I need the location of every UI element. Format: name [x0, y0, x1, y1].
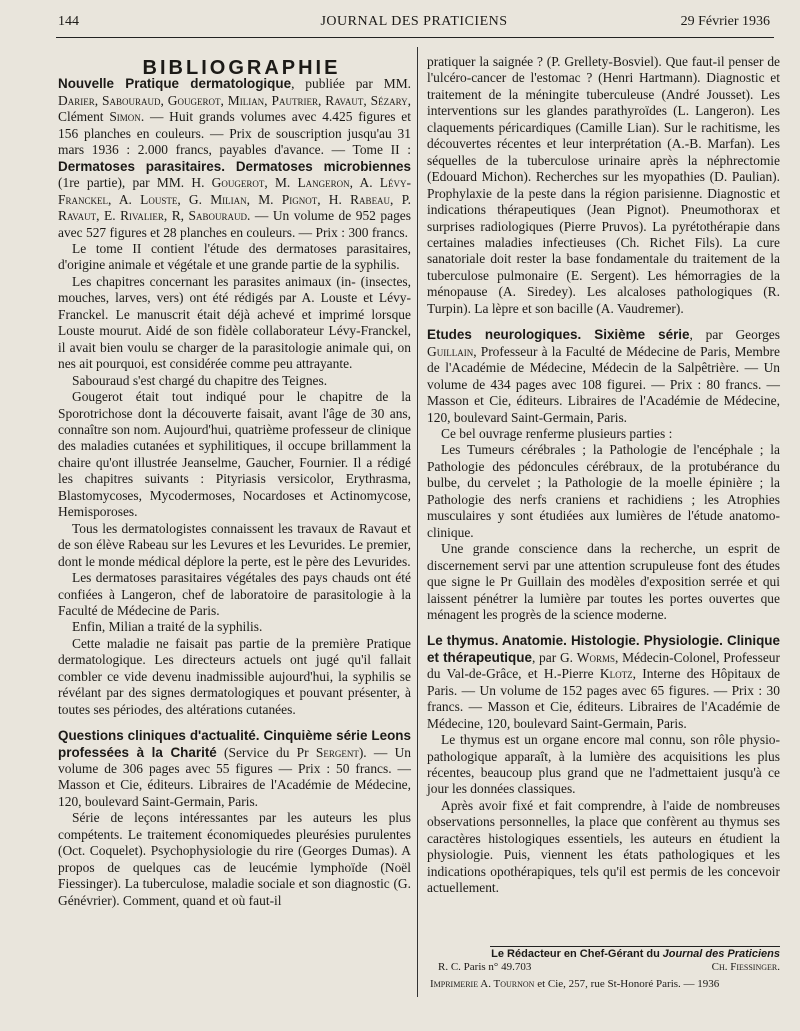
- review-paragraph: Cette maladie ne faisait pas partie de la première Pratique dermatologique. Les directeurs actuels ont jugé qu'il fallait combler ce vide devenu inadmissible aujourd'hui, la syphilis se révélant par des signes dermatologiques et pouvant présenter, à toutes ses périodes, des altérations cutanées.: [58, 635, 411, 717]
- header-rule: [56, 37, 774, 38]
- review-paragraph: Après avoir fixé et fait comprendre, à l'aide de nombreuses observations personnelles, la place que confèrent au thymus ses caractères histologiques essentiels, les auteurs en étudient la physiologie. Puis, viennent les états pathologiques et les indications opothérapiques, tels qu'il est permis de les concevoir actuellement.: [427, 797, 780, 896]
- entry-text: (Service du Pr: [216, 744, 316, 760]
- book-title: Etudes neurologiques. Sixième série: [427, 327, 690, 343]
- review-paragraph: Une grande conscience dans la recherche, un esprit de discernement servi par une attention scrupuleuse font des études que signe le Pr Guillain des modèles d'exposition serrée et qui laissent pénétrer la lumière par toutes les portes ouvertes que ménagent les progrès de la science moderne.: [427, 541, 780, 622]
- entry-text: , Médecin-Colonel, Professeur du Val-de-Grâce, et H.-Pierre: [427, 649, 780, 682]
- entry-text: , Professeur à la Faculté de Médecine de Paris, Membre de l'Académie de Médecine, Médecin de la Salpêtrière. — Un volume de 434 pages avec 108 figurei. — Prix : 80 francs. — Masson et Cie, éditeurs. Libraires de l'Académie de Médecine, 120, boulevard Saint-Germain, Paris.: [427, 343, 780, 425]
- authors: Worms: [576, 649, 615, 665]
- journal-name: Journal des Praticiens: [662, 948, 780, 960]
- entry-text: (1re partie), par MM. H.: [58, 175, 212, 191]
- authors: Sergent: [315, 744, 359, 760]
- authors: Darier, Sabouraud, Gougerot, Milian, Pautrier, Ravaut, Sézary: [58, 92, 408, 108]
- review-paragraph: Les Tumeurs cérébrales ; la Pathologie de l'encéphale ; la Pathologie des pédoncules cérébraux, de la protubérance du bulbe, du cervelet ; la Pathologie de la moelle épinière ; la Pathologie des nerfs craniens et rachidiens ; les Atrophies musculaires y sont étudiées aux lumières de l'étude anatomo-clinique.: [427, 442, 780, 540]
- review-paragraph: Les dermatoses parasitaires végétales des pays chauds ont été confiées à Langeron, chef de laboratoire de parasitologie à la Faculté de Médecine de Paris.: [58, 570, 411, 618]
- entry-text: . — Huit grands volumes avec 4.425 figures et 156 planches en couleurs. — Prix de souscription jusqu'au 31 mars 1936 : 2.000 francs, payables d'avance. — Tome II :: [58, 109, 412, 158]
- review-paragraph: Le thymus est un organe encore mal connu, son rôle physio-pathologique apparaît, à la lumière des acquisitions les plus récentes, beaucoup plus grand que ne l'admettaient jusqu'à ce jour les données classiques.: [427, 732, 780, 797]
- authors: Gougerot, M. Langeron, A. Lévy-Franckel, A. Louste, G. Milian, M. Pignot, H. Rabeau, P. Ravaut, E. Rivalier, R, Sabouraud: [58, 175, 411, 224]
- gerant-name: Ch. Fiessinger.: [711, 961, 780, 973]
- book-title: Le thymus. Anatomie. Histologie. Physiologie. Clinique et thérapeutique: [427, 633, 780, 665]
- printer-line: [430, 978, 780, 990]
- review-paragraph: Sabouraud s'est chargé du chapitre des Teignes.: [72, 372, 328, 388]
- entry-text: , Interne des Hôpitaux de Paris. — Un volume de 152 pages avec 65 figures. — Prix : 30 francs. — Masson et Cie, éditeurs. Libraires de l'Académie de Médecine, 120, boulevard Saint-Germain, Paris.: [427, 666, 780, 731]
- review-paragraph: Enfin, Milian a traité de la syphilis.: [72, 619, 263, 635]
- journal-title: JOURNAL DES PRATICIENS: [320, 14, 508, 29]
- review-paragraph: Les chapitres concernant les parasites animaux (in- (insectes, mouches, larves, vers) ont été rédigés par A. Louste et Lévy-Franckel. Le manuscrit était déjà achevé et imprimé lorsque Louste mourut. Aidé de son fidèle collaborateur Lévy-Franckel, il avait bien voulu se charger de la parasitologie animale qui, on nes ait pourquoi, est considérée comme peu attrayante.: [58, 273, 411, 372]
- review-paragraph: Gougerot était tout indiqué pour le chapitre de la Sporotrichose dont la découverte faisait, avant l'âge de 30 ans, connaître son nom. Aujourd'hui, quatrième professeur de clinique des maladies cutanées et syphilitiques, il occupe brillamment la chaire qu'ont illustrée Jeanselme, Gaucher, Fournier. Il a rédigé les chapitres suivants : Pityriasis versicolor, Erythrasma, Blastomycoses, Mycodermoses, Nocardoses et Actinomycose, Hemisporoses.: [58, 389, 411, 520]
- editor-line: [438, 948, 780, 960]
- entry-text: , par Georges: [689, 327, 780, 343]
- editor-label: Le Rédacteur en Chef-Gérant du: [491, 948, 660, 960]
- book-entry-le-thymus: [427, 633, 780, 732]
- book-title: Questions cliniques d'actualité. Cinquième série Leons professées à la Charité: [58, 728, 411, 760]
- issue-date: 29 Février 1936: [680, 14, 770, 29]
- printer-name: Imprimerie A. Tournon: [430, 978, 535, 990]
- entry-text: , Clément: [58, 92, 411, 125]
- entry-text: , par G.: [531, 649, 577, 665]
- review-paragraph-continued: pratiquer la saignée ? (P. Grellety-Bosviel). Que faut-il penser de l'ulcéro-cancer de l'estomac ? (Henri Hartmann). Diagnostic et traitement de la méningite tuberculeuse (André Jousset). Les interventions sur les glandes parathyroïdes (L. Langeron). Les claquements péricardiques (Camille Lian). Sur le rachitisme, les découvertes récentes et leur interprétation (A.-B. Marfan). Les séquelles de la tuberculose urinaire après la néphrectomie (Edouard Michon). Recherches sur les myopathies (D. Paulian). Prophylaxie de la peste dans la région parisienne. Diagnostic et indications thérapeutiques (Jean Pignot). Pneumothorax et surprises radiologiques (Pierre Pruvos). La pyrétothérapie dans certaines maladies infectieuses (Ch. Richet Fils). La cure sanatoriale doit rester la base fondamentale du traitement de la tuberculose pulmonaire (E. Sergent). Les hémorragies de la ménopause (A. Siredey). Les alcaloses pathologiques (R. Turpin). La lèpre et son bacille (A. Vaudremer).: [427, 54, 780, 316]
- book-entry-pratique-dermatologique: [58, 76, 411, 241]
- book-title: Nouvelle Pratique dermatologique: [58, 76, 292, 92]
- registration-number: R. C. Paris n° 49.703: [438, 961, 532, 973]
- book-entry-questions-cliniques: [58, 728, 411, 810]
- review-paragraph: Le tome II contient l'étude des dermatoses parasitaires, d'origine animale et végétale et une grande partie de la syphilis.: [58, 240, 411, 273]
- section-title: BIBLIOGRAPHIE: [142, 57, 341, 79]
- right-column: [427, 54, 780, 897]
- book-subtitle: Dermatoses parasitaires. Dermatoses microbiennes: [58, 158, 411, 174]
- authors: Guillain: [427, 343, 474, 359]
- column-divider: [417, 47, 418, 997]
- review-paragraph: Ce bel ouvrage renferme plusieurs parties :: [441, 425, 673, 441]
- printer-address: et Cie, 257, rue St-Honoré Paris. — 1936: [537, 978, 720, 990]
- authors: Simon: [109, 109, 141, 125]
- footer-rule: [490, 946, 780, 947]
- review-paragraph: Série de leçons intéressantes par les auteurs les plus compétents. Le traitement économiquedes pleurésies purulentes (Oct. Coquelet). Psychophysiologie du rire (Georges Dumas). A propos de quelques cas de leucémie lymphoïde (Noël Fiessinger). La tuberculose, maladie sociale et son diagnostic (G. Génévrier). Comment, quand et où faut-il: [58, 810, 411, 908]
- running-header: [58, 14, 770, 36]
- entry-text: ). — Un volume de 306 pages avec 55 figures — Prix : 50 francs. — Masson et Cie, éditeurs. Libraires de l'Académie de Médecine, 120, boulevard Saint-Germain, Paris.: [58, 744, 411, 809]
- book-entry-etudes-neurologiques: [427, 327, 780, 426]
- entry-text: . — Un volume de 952 pages avec 527 figures et 28 planches en couleurs. — Prix : 300 francs.: [58, 208, 411, 240]
- page-number: 144: [58, 14, 79, 29]
- authors: Klotz: [599, 666, 633, 682]
- entry-text: , publiée par MM.: [291, 76, 412, 92]
- left-column: [58, 57, 412, 909]
- review-paragraph: Tous les dermatologistes connaissent les travaux de Ravaut et de son élève Rabeau sur les Levures et les Levurides. Le premier, dont le monde médical déplore la perte, est le père des Levurides.: [58, 520, 411, 569]
